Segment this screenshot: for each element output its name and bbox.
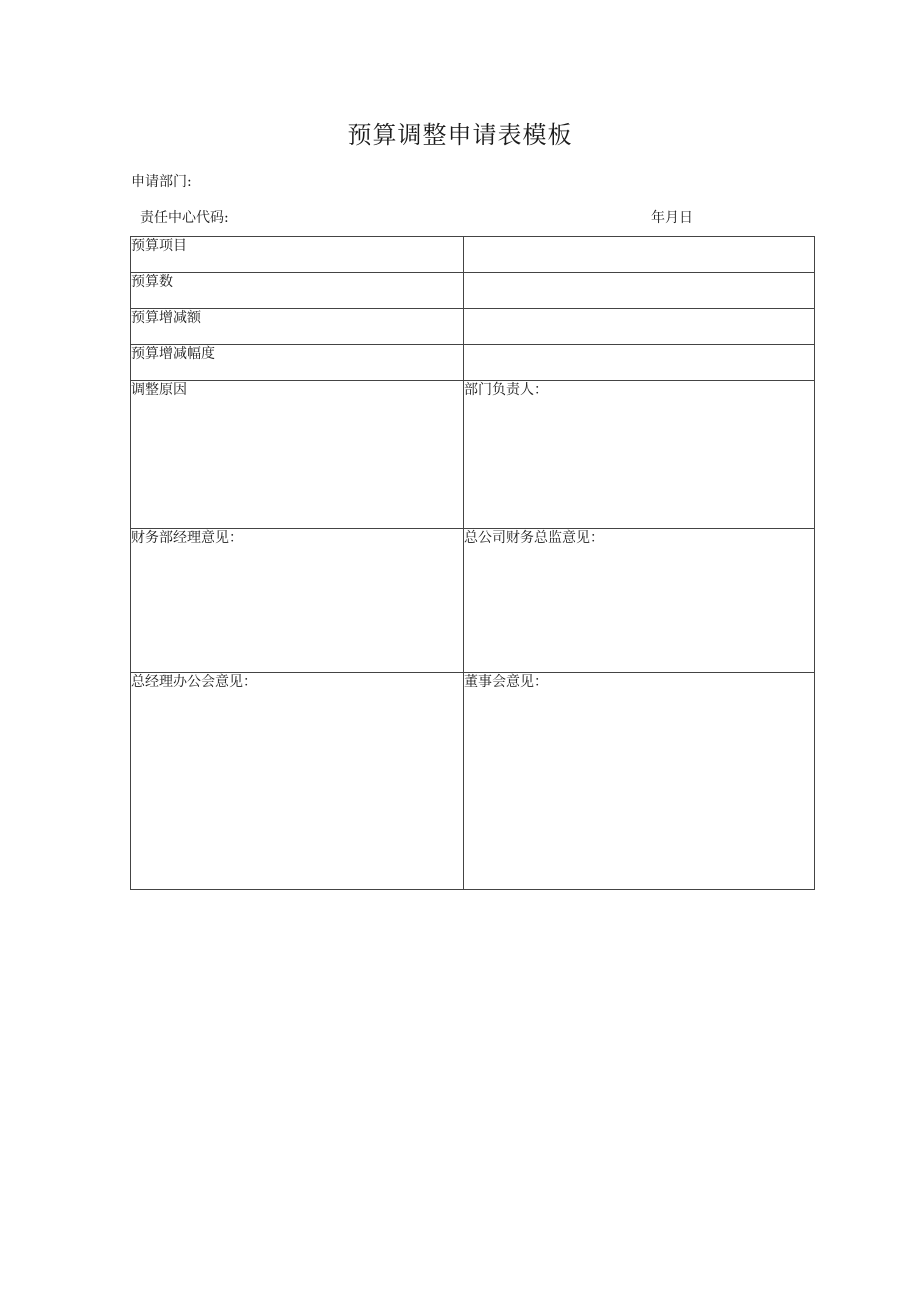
department-label: 申请部门: — [131, 174, 192, 190]
board-opinion-cell[interactable]: 董事会意见： — [464, 673, 815, 890]
table-row — [131, 309, 815, 345]
cfo-opinion-cell[interactable]: 总公司财务总监意见： — [464, 529, 815, 673]
adjustment-reason-cell[interactable]: 调整原因 — [131, 381, 464, 529]
budget-item-label: 预算项目 — [131, 237, 464, 273]
budget-change-rate-value[interactable] — [464, 345, 815, 381]
dept-head-cell[interactable]: 部门负责人： — [464, 381, 815, 529]
budget-change-rate-label: 预算增减幅度 — [131, 345, 464, 381]
budget-adjustment-table — [130, 236, 815, 890]
table-row — [131, 237, 815, 273]
table-row — [131, 345, 815, 381]
budget-amount-value[interactable] — [464, 273, 815, 309]
budget-amount-label: 预算数 — [131, 273, 464, 309]
center-code-label: 责任中心代码: — [140, 210, 229, 226]
budget-change-value[interactable] — [464, 309, 815, 345]
table-row — [131, 673, 815, 890]
table-row — [131, 273, 815, 309]
finance-manager-opinion-cell[interactable]: 财务部经理意见： — [131, 529, 464, 673]
date-label: 年月日 — [651, 210, 693, 226]
budget-item-value[interactable] — [464, 237, 815, 273]
form-title: 预算调整申请表模板 — [347, 121, 573, 149]
table-row — [131, 529, 815, 673]
gm-office-opinion-cell[interactable]: 总经理办公会意见： — [131, 673, 464, 890]
table-row — [131, 381, 815, 529]
budget-change-label: 预算增减额 — [131, 309, 464, 345]
